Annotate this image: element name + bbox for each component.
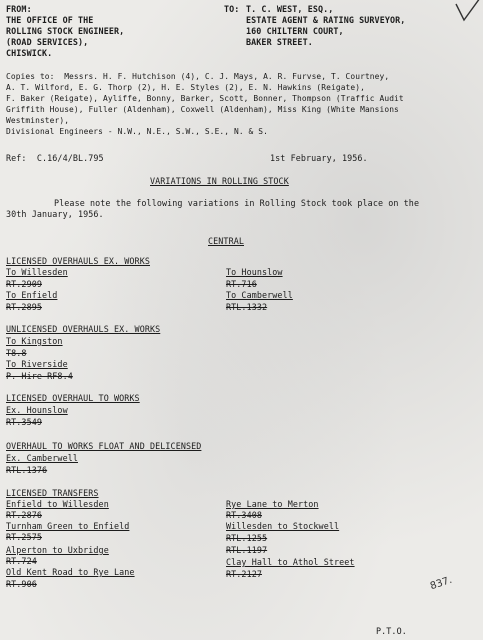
- vehicle-number: RT.2909: [6, 279, 42, 289]
- checkmark-icon: [452, 0, 482, 28]
- list-item: Turnham Green to Enfield: [6, 521, 130, 531]
- to-line: BAKER STREET.: [246, 37, 313, 47]
- from-label: FROM:: [6, 4, 32, 14]
- from-line: (ROAD SERVICES),: [6, 37, 89, 47]
- section-heading: LICENSED TRANSFERS: [6, 488, 99, 498]
- intro-line: 30th January, 1956.: [6, 209, 104, 219]
- copies-line: F. Baker (Reigate), Ayliffe, Bonny, Barker, Scott, Bonner, Thompson (Traffic Audit: [6, 94, 404, 103]
- vehicle-number: RTL.1255: [226, 533, 268, 543]
- vehicle-number: RT.2876: [6, 510, 42, 520]
- vehicle-number: RT.2895: [6, 302, 42, 312]
- copies-line: Westminster),: [6, 116, 70, 125]
- copies-line: Copies to: Messrs. H. F. Hutchison (4), C. J. Mays, A. R. Furvse, T. Courtney,: [6, 72, 390, 81]
- list-item: Enfield to Willesden: [6, 499, 109, 509]
- from-line: ROLLING STOCK ENGINEER,: [6, 26, 125, 36]
- list-item: Alperton to Uxbridge: [6, 545, 109, 555]
- vehicle-number: RTL.1376: [6, 465, 48, 475]
- pto-text: P.T.O.: [376, 626, 407, 636]
- list-item: Clay Hall to Athol Street: [226, 557, 355, 567]
- vehicle-number: RT.3549: [6, 417, 42, 427]
- copies-line: A. T. Wilford, E. G. Thorp (2), H. E. Styles (2), E. N. Hawkins (Reigate),: [6, 83, 365, 92]
- page-title: VARIATIONS IN ROLLING STOCK: [150, 176, 289, 186]
- section-heading: LICENSED OVERHAULS EX. WORKS: [6, 256, 150, 266]
- vehicle-number: T8.8: [6, 348, 27, 358]
- vehicle-number: P. Hire RF8.4: [6, 371, 73, 381]
- list-item: To Willesden: [6, 267, 68, 277]
- vehicle-number: RTL.1332: [226, 302, 268, 312]
- section-heading: LICENSED OVERHAUL TO WORKS: [6, 393, 140, 403]
- vehicle-number: RT.906: [6, 579, 37, 589]
- vehicle-number: RT.2127: [226, 569, 262, 579]
- copies-line: Griffith House), Fuller (Aldenham), Coxwell (Aldenham), Miss King (White Mansions: [6, 105, 399, 114]
- list-item: To Camberwell: [226, 290, 293, 300]
- from-line: THE OFFICE OF THE: [6, 15, 94, 25]
- list-item: To Hounslow: [226, 267, 283, 277]
- list-item: To Enfield: [6, 290, 58, 300]
- handwritten-number: 837.: [428, 574, 454, 593]
- reference: Ref: C.16/4/BL.795: [6, 153, 104, 163]
- list-item: Rye Lane to Merton: [226, 499, 319, 509]
- to-line: ESTATE AGENT & RATING SURVEYOR,: [246, 15, 406, 25]
- vehicle-number: RTL.1197: [226, 545, 268, 555]
- list-item: Willesden to Stockwell: [226, 521, 340, 531]
- list-item: Old Kent Road to Rye Lane: [6, 567, 135, 577]
- section-heading: UNLICENSED OVERHAULS EX. WORKS: [6, 324, 161, 334]
- garage-heading: CENTRAL: [208, 236, 244, 246]
- list-item: To Kingston: [6, 336, 63, 346]
- vehicle-number: RT.3408: [226, 510, 262, 520]
- list-item: Ex. Hounslow: [6, 405, 68, 415]
- document-date: 1st February, 1956.: [270, 153, 368, 163]
- vehicle-number: RT.716: [226, 279, 257, 289]
- list-item: To Riverside: [6, 359, 68, 369]
- intro-line: Please note the following variations in Rolling Stock took place on the: [54, 198, 420, 208]
- section-heading: OVERHAUL TO WORKS FLOAT AND DELICENSED: [6, 441, 202, 451]
- vehicle-number: RT.724: [6, 556, 37, 566]
- from-line: CHISWICK.: [6, 48, 53, 58]
- list-item: Ex. Camberwell: [6, 453, 78, 463]
- vehicle-number: RT.2575: [6, 532, 42, 542]
- to-line: 160 CHILTERN COURT,: [246, 26, 344, 36]
- to-line: T. C. WEST, ESQ.,: [246, 4, 334, 14]
- to-label: TO:: [224, 4, 240, 14]
- copies-line: Divisional Engineers - N.W., N.E., S.W., S.E., N. & S.: [6, 127, 268, 136]
